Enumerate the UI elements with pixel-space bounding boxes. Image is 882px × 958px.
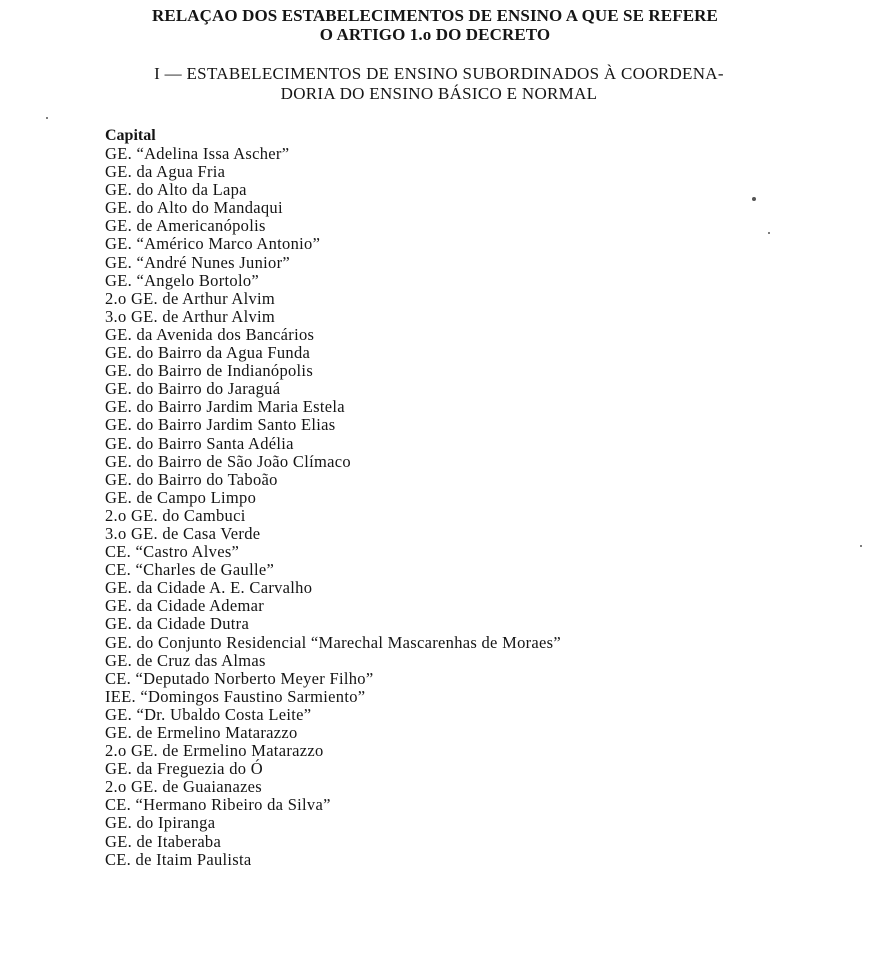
- school-list-item: CE. “Hermano Ribeiro da Silva”: [105, 795, 331, 815]
- title-line-1: RELAÇAO DOS ESTABELECIMENTOS DE ENSINO A QUE SE REFERE: [152, 6, 718, 25]
- print-speck: [752, 197, 756, 201]
- school-list-item: GE. do Bairro de São João Clímaco: [105, 451, 351, 471]
- school-list-item: IEE. “Domingos Faustino Sarmiento”: [105, 686, 366, 706]
- school-list-item: GE. do Alto do Mandaqui: [105, 198, 283, 218]
- school-list-item: GE. de Cruz das Almas: [105, 650, 266, 670]
- school-list-item: 2.o GE. de Arthur Alvim: [105, 288, 276, 308]
- school-list-item: GE. de Campo Limpo: [105, 487, 257, 507]
- school-list-item: 3.o GE. de Casa Verde: [105, 523, 261, 543]
- print-speck: [860, 545, 862, 547]
- section-line-1: I — ESTABELECIMENTOS DE ENSINO SUBORDINADOS À COORDENA-: [154, 64, 724, 83]
- school-list-item: GE. da Cidade A. E. Carvalho: [105, 578, 313, 598]
- school-list-item: GE. da Cidade Dutra: [105, 614, 250, 634]
- school-list-item: GE. de Americanópolis: [105, 216, 266, 236]
- school-list-item: GE. “Dr. Ubaldo Costa Leite”: [105, 704, 312, 724]
- school-list-item: GE. do Conjunto Residencial “Marechal Mascarenhas de Moraes”: [105, 632, 562, 652]
- print-speck: [46, 117, 48, 119]
- school-list-item: GE. do Bairro Jardim Maria Estela: [105, 397, 345, 417]
- list-heading: Capital: [105, 127, 156, 144]
- school-list-item: GE. do Bairro Jardim Santo Elias: [105, 415, 336, 435]
- school-list-item: GE. do Bairro da Agua Funda: [105, 343, 311, 363]
- school-list-item: GE. “Adelina Issa Ascher”: [105, 144, 290, 163]
- school-list-item: GE. do Bairro do Taboão: [105, 469, 278, 489]
- school-list-item: GE. “Américo Marco Antonio”: [105, 234, 321, 254]
- school-list-item: 2.o GE. de Ermelino Matarazzo: [105, 741, 324, 761]
- print-speck: [768, 232, 770, 234]
- school-list-item: GE. do Bairro Santa Adélia: [105, 433, 294, 453]
- school-list-item: GE. do Bairro de Indianópolis: [105, 361, 314, 381]
- school-list-item: 2.o GE. do Cambuci: [105, 505, 246, 525]
- school-list-item: GE. “Angelo Bortolo”: [105, 270, 260, 290]
- section-heading: [4, 64, 874, 104]
- school-list-item: GE. da Cidade Ademar: [105, 596, 265, 616]
- school-list-item: 2.o GE. de Guaianazes: [105, 777, 263, 797]
- section-line-2: DORIA DO ENSINO BÁSICO E NORMAL: [280, 84, 598, 103]
- school-list-item: GE. da Avenida dos Bancários: [105, 324, 315, 344]
- school-list-item: GE. do Bairro do Jaraguá: [105, 379, 281, 399]
- school-list-item: GE. de Ermelino Matarazzo: [105, 723, 298, 742]
- school-list: [105, 145, 561, 869]
- document-title: [0, 6, 870, 44]
- school-list-item: GE. de Itaberaba: [105, 831, 222, 851]
- school-list-item: CE. “Castro Alves”: [105, 542, 240, 562]
- school-list-item: CE. de Itaim Paulista: [105, 849, 252, 869]
- school-list-item: 3.o GE. de Arthur Alvim: [105, 306, 276, 326]
- school-list-item: CE. “Deputado Norberto Meyer Filho”: [105, 668, 374, 688]
- school-list-item: CE. “Charles de Gaulle”: [105, 560, 275, 580]
- school-list-item: GE. do Alto da Lapa: [105, 180, 247, 200]
- school-list-item: GE. do Ipiranga: [105, 813, 216, 833]
- title-line-2: O ARTIGO 1.o DO DECRETO: [319, 25, 551, 44]
- school-list-item: GE. “André Nunes Junior”: [105, 252, 290, 272]
- school-list-item: GE. da Agua Fria: [105, 162, 226, 182]
- school-list-item: GE. da Freguezia do Ó: [105, 759, 263, 779]
